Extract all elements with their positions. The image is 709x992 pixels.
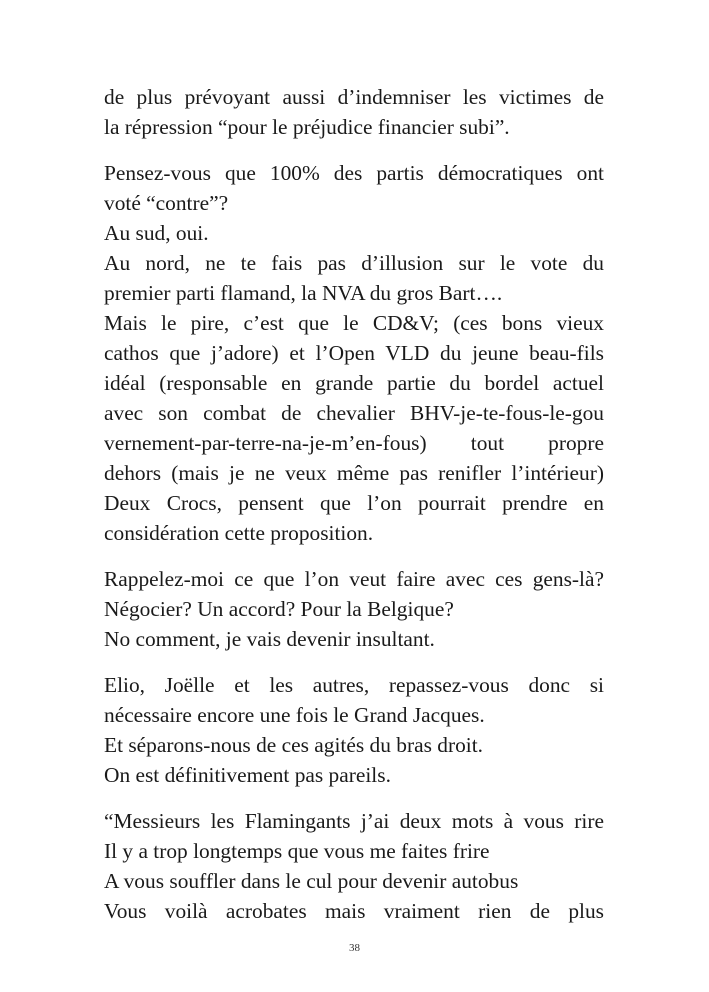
text-line: avec son combat de chevalier BHV-je-te-fous-le-gou: [104, 401, 604, 425]
text-line: Mais le pire, c’est que le CD&V; (ces bons vieux: [104, 311, 604, 335]
text-line: Vous voilà acrobates mais vraiment rien de plus: [104, 899, 604, 923]
page-number: 38: [349, 942, 360, 954]
text-line: Pensez-vous que 100% des partis démocratiques ont: [104, 161, 604, 185]
text-line: Il y a trop longtemps que vous me faites frire: [104, 839, 490, 863]
page-body: [104, 82, 604, 942]
text-line: Rappelez-moi ce que l’on veut faire avec ces gens-là?: [104, 567, 604, 591]
paragraph-2: [104, 158, 604, 548]
text-line: nécessaire encore une fois le Grand Jacques.: [104, 703, 485, 727]
text-line: On est définitivement pas pareils.: [104, 763, 391, 787]
text-line: “Messieurs les Flamingants j’ai deux mots à vous rire: [104, 809, 604, 833]
text-line: voté “contre”?: [104, 191, 229, 215]
text-line: la répression “pour le préjudice financier subi”.: [104, 115, 510, 139]
paragraph-1: [104, 82, 604, 142]
text-line: A vous souffler dans le cul pour devenir autobus: [104, 869, 519, 893]
text-line: Elio, Joëlle et les autres, repassez-vous donc si: [104, 673, 604, 697]
text-line: Et séparons-nous de ces agités du bras droit.: [104, 733, 483, 757]
text-line: Au sud, oui.: [104, 221, 209, 245]
text-line: cathos que j’adore) et l’Open VLD du jeune beau-fils: [104, 341, 604, 365]
text-line: dehors (mais je ne veux même pas renifler l’intérieur): [104, 461, 604, 485]
text-line: Deux Crocs, pensent que l’on pourrait prendre en: [104, 491, 604, 515]
text-line: No comment, je vais devenir insultant.: [104, 627, 435, 651]
text-line: de plus prévoyant aussi d’indemniser les victimes de: [104, 85, 604, 109]
paragraph-4: [104, 670, 604, 790]
text-line: considération cette proposition.: [104, 521, 374, 545]
text-line: Négocier? Un accord? Pour la Belgique?: [104, 597, 454, 621]
text-line: premier parti flamand, la NVA du gros Bart….: [104, 281, 503, 305]
paragraph-3: [104, 564, 604, 654]
text-line: vernement-par-terre-na-je-m’en-fous) tout propre: [104, 431, 604, 455]
text-line: Au nord, ne te fais pas d’illusion sur le vote du: [104, 251, 604, 275]
text-line: idéal (responsable en grande partie du bordel actuel: [104, 371, 604, 395]
paragraph-5: [104, 806, 604, 926]
